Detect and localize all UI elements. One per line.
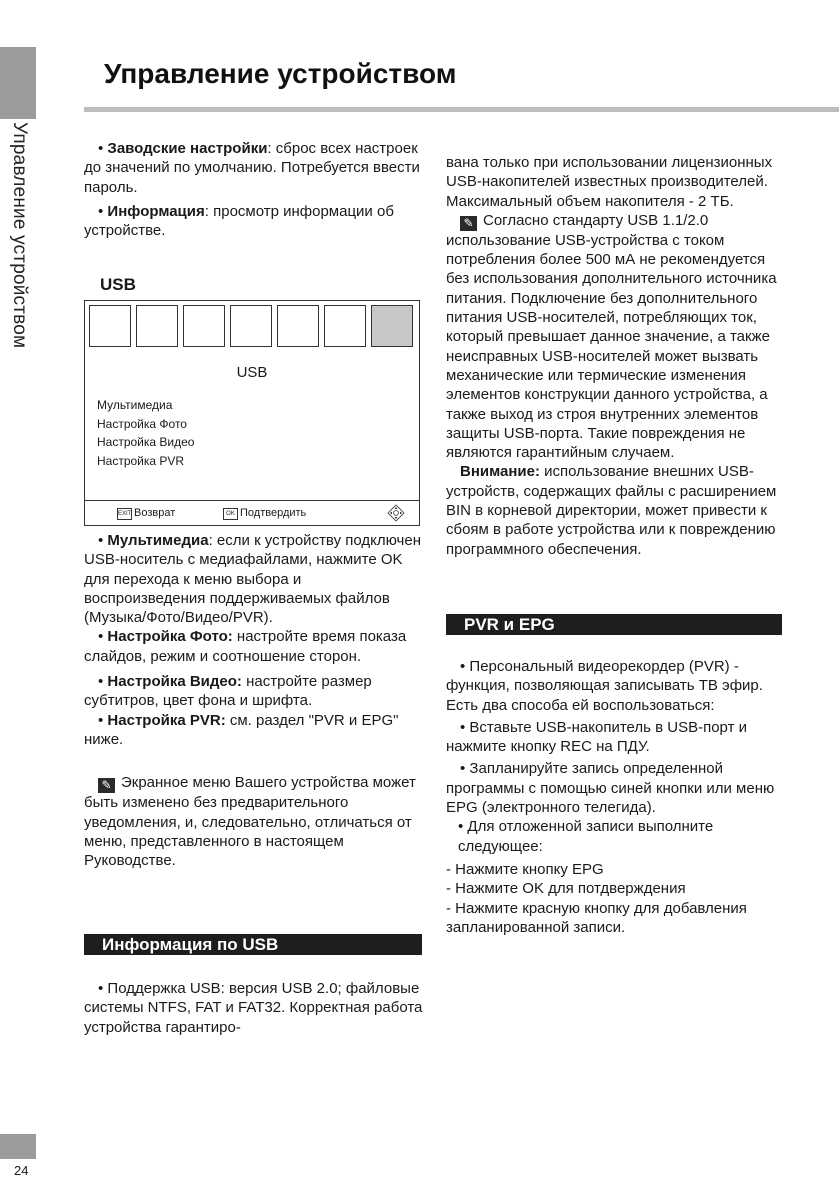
side-section-label: Управление устройством [9,122,30,349]
usb-warning-paragraph [446,462,792,558]
usb-license-paragraph: вана только при использовании лицензионных USB-накопителей известных производителей. Максимальный объем накопителя - 2 ТБ. [446,154,773,210]
description: Персональный видеорекордер (PVR) - функция, позволяющая записывать ТВ эфир. Есть два способа ей воспользоваться: [446,658,763,714]
multimedia-paragraph: • Мультимедиа: если к устройству подключен USB-носитель с медиафайлами, нажмите OK для перехода к меню выбора и воспроизведения поддерживаемых файлов (Музыка/Фото/Видео/PVR). [84,532,421,627]
confirm-hint [223,507,306,520]
menu-tile[interactable] [230,305,272,347]
note-icon: ✎ [460,216,477,231]
pvr-way-2: • Запланируйте запись определенной программы с помощью синей кнопки или меню EPG (электронного телегида). [446,760,775,817]
back-label: Возврат [134,507,176,519]
description: : если к устройству подключен USB-носитель с медиафайлами, нажмите OK для перехода к меню выбора и воспроизведения поддерживаемых файлов (Музыка/Фото/Видео/PVR). [84,532,421,627]
photo-settings-paragraph: • Настройка Фото: настройте время показа слайдов, режим и соотношение сторон. [84,628,407,665]
menu-item-multimedia[interactable]: Мультимедиа [97,398,173,412]
left-descriptions [84,531,424,870]
usb-menu-list [97,396,194,470]
menu-tile[interactable] [136,305,178,347]
info-paragraph: • Информация: просмотр информации об устройстве. [84,202,394,240]
description: : сброс всех настроек до значений по умолчанию. Потребуется ввести пароль. [84,140,420,196]
description: Поддержка USB: версия USB 2.0; файловые системы NTFS, FAT и FAT32. Корректная работа устройства гарантиро- [84,980,423,1036]
description: использование внешних USB-устройств, содержащих файлы с расширением BIN в корневой директории, может привести к сбоям в работе устройства или к повреждению программного обеспечения. [446,463,777,558]
pvr-epg-heading: PVR и EPG [446,614,782,635]
left-intro [84,139,424,240]
term: Настройка Фото: [107,628,233,646]
right-usb-details [446,153,792,559]
title-divider [84,107,839,112]
exit-key-icon: EXIT [117,508,132,520]
term: Настройка Видео: [107,673,242,691]
menu-item-pvr-settings[interactable]: Настройка PVR [97,453,185,468]
pvr-step-3: - Нажмите красную кнопку для добавления запланированной записи. [446,899,747,936]
pvr-deferred-paragraph: • Для отложенной записи выполните следующее: [458,818,714,855]
term: Заводские настройки [107,140,268,157]
page-number: 24 [14,1163,29,1178]
side-tab-marker [0,47,36,119]
menu-item-video-settings[interactable]: Настройка Видео [97,435,195,449]
footer-divider [85,500,419,501]
term: Информация [107,202,205,220]
factory-settings-paragraph: • Заводские настройки: сброс всех настроек до значений по умолчанию. Потребуется ввести пароль. [84,140,420,196]
menu-item-photo-settings[interactable]: Настройка Фото [97,416,187,431]
pvr-step-2: - Нажмите OK для потдверждения [446,880,686,898]
navigation-arrows-icon [387,504,405,522]
description: Запланируйте запись определенной программы с помощью синей кнопки или меню EPG (электронного телегида). [446,760,775,817]
description: см. раздел "PVR и EPG" ниже. [84,711,399,748]
video-settings-paragraph: • Настройка Видео: настройте размер субтитров, цвет фона и шрифта. [84,673,372,710]
pvr-section [446,657,792,937]
pvr-settings-paragraph: • Настройка PVR: см. раздел "PVR и EPG" ниже. [84,711,399,748]
usb-info-heading: Информация по USB [84,934,422,955]
term: Настройка PVR: [107,711,226,729]
pvr-way-1: • Вставьте USB-накопитель в USB-порт и нажмите кнопку REC на ПДУ. [446,718,747,756]
usb-heading: USB [100,275,136,294]
usb-support-paragraph: • Поддержка USB: версия USB 2.0; файловые системы NTFS, FAT и FAT32. Корректная работа устройства гарантиро- [84,980,423,1036]
menu-tile[interactable] [89,305,131,347]
note-icon: ✎ [98,778,115,793]
screen-title: USB [236,364,268,381]
term: Внимание: [460,463,540,481]
menu-tile[interactable] [277,305,319,347]
description: : просмотр информации об устройстве. [84,202,394,240]
pvr-intro-paragraph: • Персональный видеорекордер (PVR) - функция, позволяющая записывать ТВ эфир. Есть два способа ей воспользоваться: [446,658,763,714]
menu-tile-selected[interactable] [371,305,413,347]
term: Мультимедиа [107,532,209,549]
page-number-marker [0,1134,36,1159]
back-hint [117,507,175,520]
description: настройте размер субтитров, цвет фона и шрифта. [84,673,372,710]
usb-power-note [446,211,792,463]
description: Для отложенной записи выполните следующее: [458,818,714,855]
page-title: Управление устройством [104,58,457,89]
description: Вставьте USB-накопитель в USB-порт и нажмите кнопку REC на ПДУ. [446,718,747,756]
menu-note-paragraph [84,773,424,870]
usb-info-section [84,979,424,1037]
note-text: Согласно стандарту USB 1.1/2.0 использование USB-устройства с током потребления более 500 мА не рекомендуется без использования дополнительного источника питания. Подключение без дополнительного питания USB-носителей, потребляющих ток, который превышает данное значение, а также неисправных USB-носителей может вызвать механические или термические изменения элементов конструкции данного устройства, а также выход из строя внутренних элементов защиты USB-порта. Такие повреждения не являются гарантийным случаем. [446,211,777,462]
usb-menu-screen [84,300,420,526]
menu-tile[interactable] [183,305,225,347]
confirm-label: Подтвердить [240,507,307,519]
menu-tile[interactable] [324,305,366,347]
pvr-step-1: - Нажмите кнопку EPG [446,860,604,878]
description: настройте время показа слайдов, режим и соотношение сторон. [84,628,407,665]
ok-key-icon: OK [223,508,238,520]
note-text: Экранное меню Вашего устройства может быть изменено без предварительного уведомления, и, следовательно, отличаться от меню, представленного в настоящем Руководстве. [84,774,416,870]
